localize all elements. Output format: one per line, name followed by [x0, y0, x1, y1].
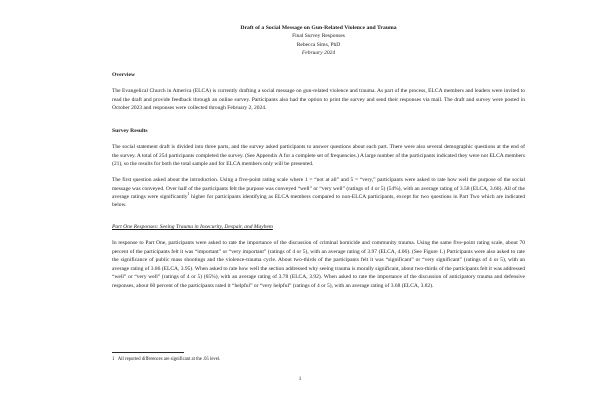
- page-title: Draft of a Social Message on Gun-Related Violence and Trauma: [240, 25, 397, 31]
- title-block: [112, 24, 525, 57]
- survey-results-paragraph-1: The social statement draft is divided into three parts, and the survey asked participants to answer questions about each part. There were also several demographic questions at the end of the survey. A total of 254 participants completed the survey. (See Appendix A for a complete set of frequencies.) A large number of the participants indicated they were not ELCA members (21), so the results for both the total sample and for ELCA members only will be presented.: [112, 144, 525, 168]
- subsection-heading-part-one: Part One Responses: Seeing Trauma in Insecurity, Despair, and Mayhem: [112, 223, 273, 230]
- document-author: Rebecca Sims, PhD: [296, 41, 341, 48]
- survey-results-paragraph-2-text-b: higher for participants identifying as ELCA members compared to non-ELCA participants, except for two questions in Part Two which are indicated below.: [112, 193, 525, 209]
- document-subtitle: Final Survey Responses: [292, 33, 345, 40]
- part-one-paragraph: In response to Part One, participants were asked to rate the importance of the discussion of criminal homicide and community trauma. Using the same five-point rating scale, about 70 percent of the participants felt it was “important” or “very important” (ratings of 4 or 5), with an average rating of 3.97 (ELCA, 4.06). (See Figure 1.) Participants were also asked to rate the significance of public mass shootings and the violence-trauma cycle. About two-thirds of the participants felt it was “significant” or “very significant” (ratings of 4 or 5), with an average rating of 3.86 (ELCA, 3.95). When asked to rate how well the section addressed why seeing trauma is morally significant, about two-thirds of the participants felt it was addressed “well” or “very well” (ratings of 4 or 5) (65%), with an average rating of 3.78 (ELCA, 3.92). When asked to rate the importance of the discussion of anticipatory trauma and defensive responses, about 60 percent of the participants rated it “helpful” or “very helpful” (ratings of 4 or 5), with an average rating of 3.68 (ELCA, 3.82).: [112, 240, 525, 289]
- footnote-area: [112, 352, 525, 363]
- section-heading-overview: Overview: [112, 72, 135, 79]
- survey-results-paragraph-2-text-a: The first question asked about the introduction. Using a five-point rating scale where 1 = “not at all” and 5 = “very,” participants were asked to rate how well the purpose of the social message was conveyed. Over half of the participants felt the purpose was conveyed “well” or “very well” (ratings of 4 or 5) (54%), with an average rating of 3.58 (ELCA, 3.66). All of the average ratings were significantly: [112, 177, 525, 200]
- page-number: 1: [298, 376, 302, 382]
- document-date: February 2024: [301, 49, 336, 56]
- footnote-number: 1: [112, 356, 115, 362]
- survey-results-paragraph-2: [112, 176, 525, 210]
- footnote-reference: 1: [187, 192, 190, 197]
- section-heading-survey-results: Survey Results: [112, 127, 148, 134]
- footnote-text: [112, 357, 525, 364]
- footnote-body: All reported differences are significant at the .05 level.: [117, 356, 221, 362]
- footnote-separator-rule: [112, 352, 184, 353]
- overview-paragraph: The Evangelical Church in America (ELCA) is currently drafting a social message on gun-related violence and trauma. As part of the process, ELCA members and leaders were invited to read the draft and provide feedback through an online survey. Participants also had the option to print the survey and send their responses via mail. The draft and survey were posted in October 2023 and responses were collected through February 2, 2024.: [112, 88, 525, 112]
